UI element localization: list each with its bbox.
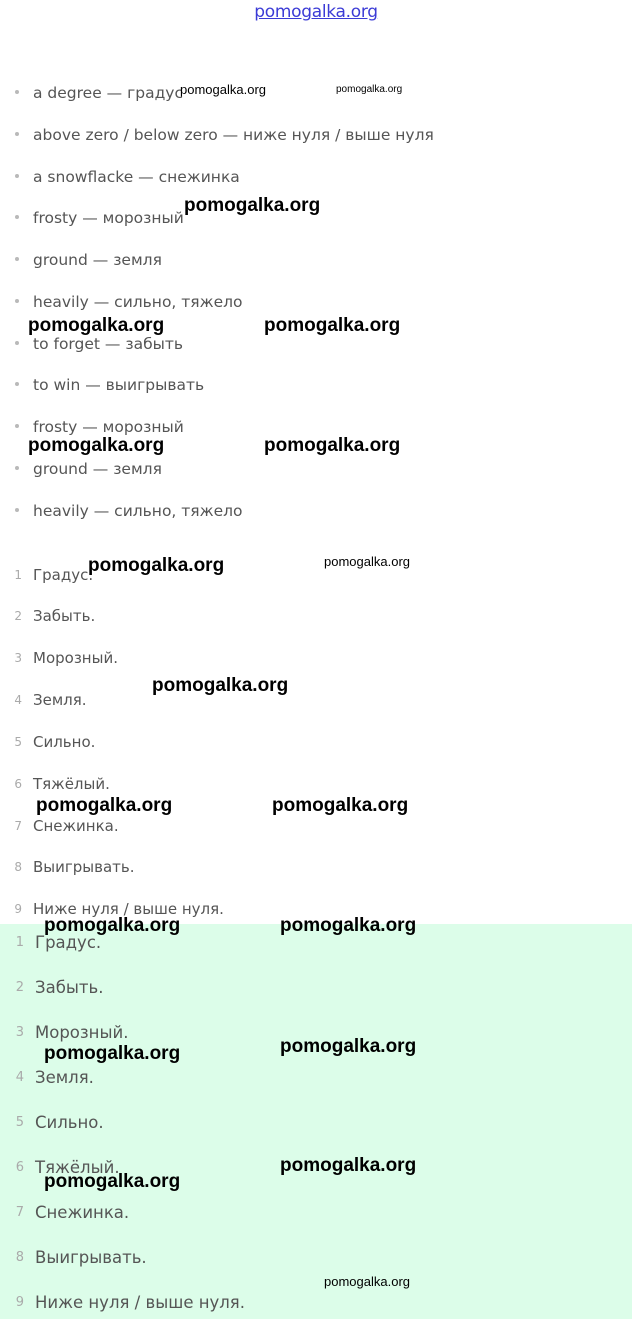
item-number: 3	[14, 651, 22, 665]
list-item	[33, 460, 162, 478]
watermark: pomogalka.org	[44, 915, 181, 936]
item-number: 6	[15, 1160, 24, 1175]
list-item-text: heavily — сильно, тяжело	[33, 293, 243, 311]
item-number: 9	[14, 902, 22, 916]
item-number: 8	[14, 860, 22, 874]
list-item-text: ground — земля	[33, 460, 162, 478]
bullet-icon	[15, 466, 19, 470]
list-item	[33, 335, 183, 353]
list-item-text: heavily — сильно, тяжело	[33, 502, 243, 520]
bullet-icon	[15, 215, 19, 219]
watermark: pomogalka.org	[36, 795, 173, 816]
bullet-icon	[15, 382, 19, 386]
item-number: 4	[14, 693, 22, 707]
item-number: 8	[15, 1250, 24, 1265]
item-number: 9	[15, 1295, 24, 1310]
list-item-text: Морозный.	[33, 649, 118, 667]
list-item-text: Снежинка.	[33, 817, 119, 835]
list-item	[33, 418, 184, 436]
item-number: 1	[15, 935, 24, 950]
watermark: pomogalka.org	[28, 315, 165, 336]
list-item-text: Градус.	[33, 566, 94, 584]
list-item	[33, 209, 184, 227]
list-item-text: a snowflacke — снежинка	[33, 168, 240, 186]
item-number: 2	[15, 980, 24, 995]
watermark: pomogalka.org	[324, 1274, 410, 1289]
list-item-text: Тяжёлый.	[33, 775, 110, 793]
bullet-icon	[15, 174, 19, 178]
item-number: 5	[15, 1115, 24, 1130]
list-item-text: Забыть.	[33, 607, 96, 625]
list-item-text: above zero / below zero — ниже нуля / выше нуля	[33, 126, 434, 144]
watermark: pomogalka.org	[336, 84, 403, 95]
list-item-text: Сильно.	[33, 733, 96, 751]
list-item	[33, 293, 243, 311]
list-item-text: Сильно.	[35, 1113, 104, 1132]
item-number: 4	[15, 1070, 24, 1085]
list-item-text: frosty — морозный	[33, 418, 184, 436]
bullet-icon	[15, 424, 19, 428]
site-link[interactable]: pomogalka.org	[254, 2, 378, 22]
list-item-text: a degree — градус	[33, 84, 183, 102]
list-item-text: Земля.	[35, 1068, 94, 1087]
list-item	[33, 126, 434, 144]
item-number: 2	[14, 609, 22, 623]
list-item-text: Выигрывать.	[33, 858, 135, 876]
list-item	[33, 168, 240, 186]
watermark: pomogalka.org	[280, 1036, 417, 1057]
answer-box	[0, 924, 632, 1319]
item-number: 1	[14, 568, 22, 582]
bullet-icon	[15, 132, 19, 136]
watermark: pomogalka.org	[88, 555, 225, 576]
item-number: 7	[14, 819, 22, 833]
list-item-text: Ниже нуля / выше нуля.	[35, 1293, 245, 1312]
list-item-text: Морозный.	[35, 1023, 129, 1042]
list-item-text: ground — земля	[33, 251, 162, 269]
item-number: 5	[14, 735, 22, 749]
list-item-text: Снежинка.	[35, 1203, 130, 1222]
item-number: 3	[15, 1025, 24, 1040]
watermark: pomogalka.org	[272, 795, 409, 816]
list-item	[33, 376, 204, 394]
list-item	[33, 502, 243, 520]
list-item-text: Земля.	[33, 691, 87, 709]
watermark: pomogalka.org	[44, 1043, 181, 1064]
list-item-text: Тяжёлый.	[35, 1158, 120, 1177]
watermark: pomogalka.org	[324, 554, 410, 569]
list-item	[33, 251, 162, 269]
bullet-icon	[15, 257, 19, 261]
watermark: pomogalka.org	[152, 675, 289, 696]
list-item-text: to win — выигрывать	[33, 376, 205, 394]
watermark: pomogalka.org	[280, 915, 417, 936]
bullet-icon	[15, 508, 19, 512]
list-item	[33, 84, 183, 102]
watermark: pomogalka.org	[44, 1171, 181, 1192]
bullet-icon	[15, 90, 19, 94]
watermark: pomogalka.org	[280, 1155, 417, 1176]
watermark: pomogalka.org	[264, 435, 401, 456]
list-item-text: Градус.	[35, 933, 102, 952]
item-number: 6	[14, 777, 22, 791]
watermark: pomogalka.org	[184, 195, 321, 216]
bullet-icon	[15, 299, 19, 303]
list-item-text: Выигрывать.	[35, 1248, 147, 1267]
list-item-text: Забыть.	[35, 978, 104, 997]
list-item-text: to forget — забыть	[33, 335, 184, 353]
watermark: pomogalka.org	[264, 315, 401, 336]
watermark: pomogalka.org	[180, 82, 266, 97]
list-item-text: frosty — морозный	[33, 209, 184, 227]
list-item-text: Ниже нуля / выше нуля.	[33, 900, 224, 918]
watermark: pomogalka.org	[28, 435, 165, 456]
item-number: 7	[15, 1205, 24, 1220]
bullet-icon	[15, 341, 19, 345]
